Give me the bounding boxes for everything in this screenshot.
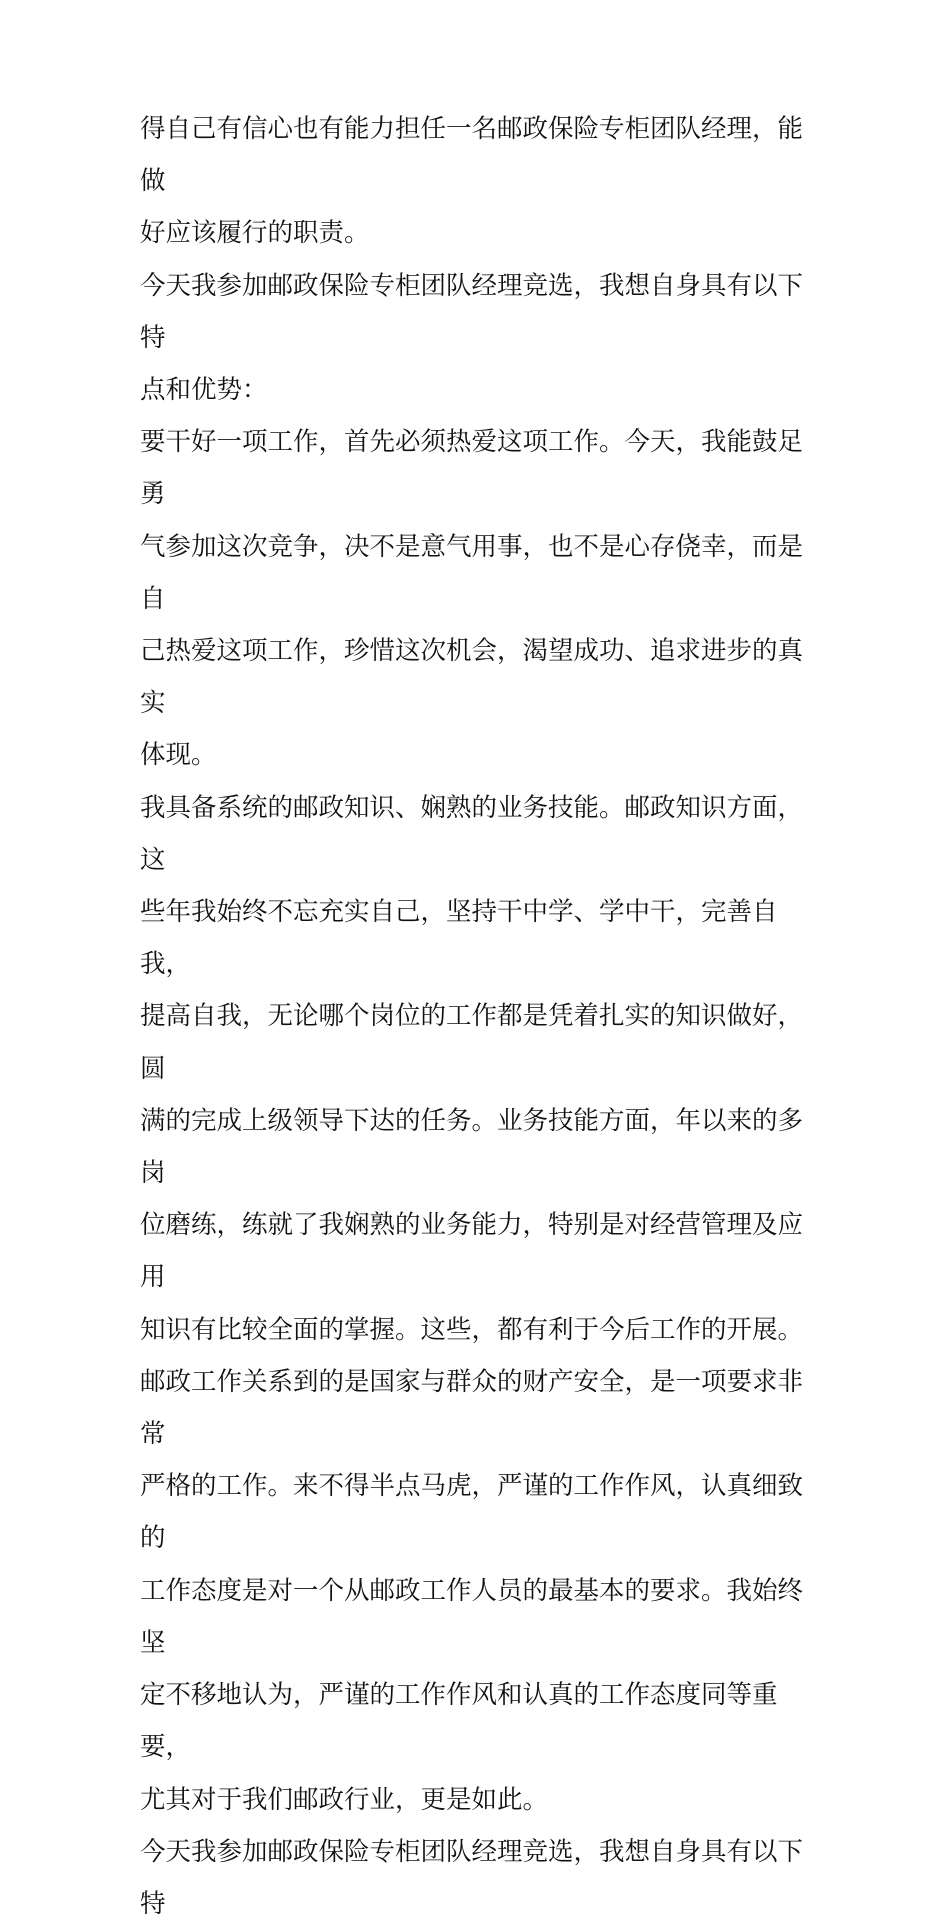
paragraph bbox=[140, 416, 820, 781]
document-body bbox=[140, 103, 820, 1930]
text-line: 今天我参加邮政保险专柜团队经理竞选，我想自身具有以下特 bbox=[140, 1836, 804, 1919]
text-line: 好应该履行的职责。 bbox=[140, 218, 370, 249]
text-line: 尤其对于我们邮政行业，更是如此。 bbox=[140, 1784, 549, 1815]
text-line: 得自己有信心也有能力担任一名邮政保险专柜团队经理，能做 bbox=[140, 114, 804, 197]
text-line: 今天我参加邮政保险专柜团队经理竞选，我想自身具有以下特 bbox=[140, 270, 804, 353]
paragraph bbox=[140, 1826, 820, 1930]
paragraph bbox=[140, 1356, 820, 1826]
paragraph bbox=[140, 260, 820, 417]
text-line: 位磨练，练就了我娴熟的业务能力，特别是对经营管理及应用 bbox=[140, 1210, 804, 1293]
text-line: 我具备系统的邮政知识、娴熟的业务技能。邮政知识方面，这 bbox=[140, 792, 804, 875]
paragraph bbox=[140, 103, 820, 260]
text-line: 工作态度是对一个从邮政工作人员的最基本的要求。我始终坚 bbox=[140, 1575, 804, 1658]
text-line: 知识有比较全面的掌握。这些，都有利于今后工作的开展。 bbox=[140, 1314, 804, 1345]
text-line: 定不移地认为，严谨的工作作风和认真的工作态度同等重要， bbox=[140, 1680, 778, 1763]
text-line: 要干好一项工作，首先必须热爱这项工作。今天，我能鼓足勇 bbox=[140, 427, 804, 510]
text-line: 体现。 bbox=[140, 740, 217, 771]
text-line: 点和优势： bbox=[140, 375, 268, 406]
paragraph bbox=[140, 782, 820, 1356]
text-line: 己热爱这项工作，珍惜这次机会，渴望成功、追求进步的真实 bbox=[140, 636, 804, 719]
text-line: 气参加这次竞争，决不是意气用事，也不是心存侥幸，而是自 bbox=[140, 531, 804, 614]
text-line: 满的完成上级领导下达的任务。业务技能方面，年以来的多岗 bbox=[140, 1105, 804, 1189]
text-line: 严格的工作。来不得半点马虎，严谨的工作作风，认真细致的 bbox=[140, 1471, 804, 1554]
text-line: 些年我始终不忘充实自己，坚持干中学、学中干，完善自我， bbox=[140, 897, 778, 980]
text-line: 提高自我，无论哪个岗位的工作都是凭着扎实的知识做好，圆 bbox=[140, 1001, 804, 1084]
text-line: 邮政工作关系到的是国家与群众的财产安全，是一项要求非常 bbox=[140, 1366, 804, 1450]
